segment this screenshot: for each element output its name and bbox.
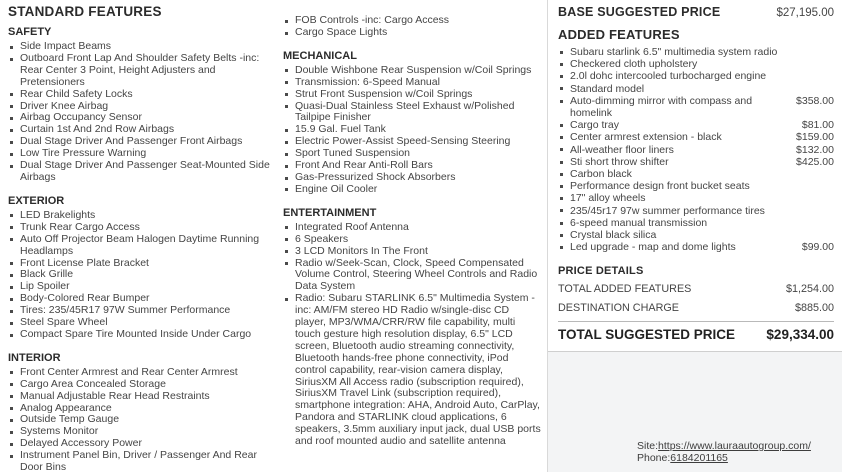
feature-item: Radio w/Seek-Scan, Clock, Speed Compensated Volume Control, Steering Wheel Controls and Radio Data System [283, 258, 541, 294]
feature-item: Electric Power-Assist Speed-Sensing Steering [283, 136, 541, 148]
feature-item: Dual Stage Driver And Passenger Front Airbags [8, 136, 274, 148]
price-detail-value: $1,254.00 [785, 283, 834, 296]
feature-list [8, 41, 274, 184]
added-features-heading: ADDED FEATURES [558, 27, 680, 42]
added-feature-price: $132.00 [796, 143, 834, 156]
added-feature-label: 235/45r17 97w summer performance tires [570, 204, 765, 217]
added-feature-item [558, 70, 834, 82]
base-price-row [558, 5, 834, 19]
sections-container-left [8, 26, 274, 472]
added-feature-item [558, 192, 834, 204]
feature-item: Radio: Subaru STARLINK 6.5" Multimedia System -inc: AM/FM stereo HD Radio w/single-disc CD player, MP3/WMA/CRR/RW file capability, multi touch gesture high resolution display, 6.5" LCD screen, Bluetooth audio streaming connectivity, Bluetooth hands-free phone connectivity, iPod control capability, rear-vision camera display, SiriusXM All Access radio (subscription required), SiriusXM Travel Link (subscription required), smartphone integration: AHA, Android Auto, CarPlay, Pandora and STARLINK cloud applications, 6 speakers, 3.5mm auxiliary input jack, dual USB ports and roof mounted audio and satellite antenna [283, 293, 541, 448]
feature-section [283, 50, 541, 196]
feature-list [8, 210, 274, 341]
added-feature-label: Performance design front bucket seats [570, 180, 750, 193]
feature-item: Trunk Rear Cargo Access [8, 222, 274, 234]
added-feature-label: Standard model [570, 82, 645, 95]
feature-item: Sport Tuned Suspension [283, 148, 541, 160]
feature-item: LED Brakelights [8, 210, 274, 222]
dealer-phone-line [637, 452, 811, 464]
feature-item: Strut Front Suspension w/Coil Springs [283, 89, 541, 101]
dealer-phone-link[interactable]: 6184201165 [670, 452, 728, 464]
pricing-panel [547, 0, 842, 472]
feature-item: 15.9 Gal. Fuel Tank [283, 124, 541, 136]
feature-item: Tires: 235/45R17 97W Summer Performance [8, 305, 274, 317]
feature-item: Double Wishbone Rear Suspension w/Coil Springs [283, 65, 541, 77]
feature-item: Driver Knee Airbag [8, 101, 274, 113]
site-label: Site: [637, 440, 659, 452]
section-heading: MECHANICAL [283, 49, 357, 62]
added-feature-label: Crystal black silica [570, 229, 657, 242]
feature-item: Side Impact Beams [8, 41, 274, 53]
price-detail-row [558, 302, 834, 314]
feature-item: 3 LCD Monitors In The Front [283, 246, 541, 258]
feature-item: Gas-Pressurized Shock Absorbers [283, 172, 541, 184]
feature-item: Cargo Space Lights [283, 27, 541, 39]
standard-features-column-1 [8, 0, 274, 472]
feature-item: Analog Appearance [8, 403, 274, 415]
feature-section [8, 26, 274, 184]
added-feature-price: $81.00 [801, 119, 834, 132]
added-feature-item [558, 217, 834, 229]
feature-item: Low Tire Pressure Warning [8, 148, 274, 160]
added-feature-price: $159.00 [796, 131, 834, 144]
feature-item: Black Grille [8, 269, 274, 281]
price-box [548, 0, 842, 352]
feature-list [283, 65, 541, 196]
dealer-contact [637, 440, 811, 464]
feature-item: Lip Spoiler [8, 281, 274, 293]
feature-list [283, 222, 541, 448]
dealer-site-link[interactable]: https://www.lauraautogroup.com/ [658, 440, 811, 452]
standard-features-title: STANDARD FEATURES [8, 4, 162, 19]
added-feature-item [558, 205, 834, 217]
added-feature-label: 6-speed manual transmission [570, 216, 708, 229]
added-feature-price: $99.00 [801, 241, 834, 254]
section-heading: INTERIOR [8, 351, 61, 364]
total-price-value: $29,334.00 [766, 327, 834, 343]
feature-item: Dual Stage Driver And Passenger Seat-Mounted Side Airbags [8, 160, 274, 184]
feature-item: Outboard Front Lap And Shoulder Safety Belts -inc: Rear Center 3 Point, Height Adjusters and Pretensioners [8, 53, 274, 89]
feature-section [8, 195, 274, 341]
feature-item: Instrument Panel Bin, Driver / Passenger And Rear Door Bins [8, 450, 274, 472]
added-feature-item [558, 168, 834, 180]
feature-item: Compact Spare Tire Mounted Inside Under Cargo [8, 329, 274, 341]
section-heading: SAFETY [8, 26, 52, 38]
feature-item: Front And Rear Anti-Roll Bars [283, 160, 541, 172]
added-feature-item [558, 241, 834, 253]
feature-item: Front License Plate Bracket [8, 258, 274, 270]
added-feature-label: Checkered cloth upholstery [570, 58, 698, 71]
feature-item: Manual Adjustable Rear Head Restraints [8, 391, 274, 403]
added-feature-label: 17" alloy wheels [570, 192, 646, 205]
added-feature-price: $425.00 [796, 155, 834, 168]
added-feature-label: All-weather floor liners [570, 143, 674, 156]
feature-item: Airbag Occupancy Sensor [8, 112, 274, 124]
feature-list [283, 15, 541, 39]
standard-features-column-2 [283, 0, 541, 448]
feature-item: 6 Speakers [283, 234, 541, 246]
added-feature-item [558, 83, 834, 95]
added-feature-item [558, 95, 834, 119]
added-feature-item [558, 229, 834, 241]
price-detail-label: TOTAL ADDED FEATURES [558, 283, 692, 296]
base-price-value: $27,195.00 [776, 7, 834, 19]
feature-item: FOB Controls -inc: Cargo Access [283, 15, 541, 27]
feature-item: Rear Child Safety Locks [8, 89, 274, 101]
feature-item: Cargo Area Concealed Storage [8, 379, 274, 391]
added-feature-item [558, 144, 834, 156]
feature-item: Outside Temp Gauge [8, 414, 274, 426]
feature-item: Front Center Armrest and Rear Center Armrest [8, 367, 274, 379]
feature-item: Transmission: 6-Speed Manual [283, 77, 541, 89]
feature-item: Engine Oil Cooler [283, 184, 541, 196]
feature-item: Quasi-Dual Stainless Steel Exhaust w/Polished Tailpipe Finisher [283, 101, 541, 125]
section-heading: ENTERTAINMENT [283, 206, 377, 219]
added-feature-price: $358.00 [796, 94, 834, 107]
added-features-list [558, 46, 834, 253]
added-feature-label: Led upgrade - map and dome lights [570, 241, 736, 254]
price-details-rows [558, 283, 834, 314]
feature-list [8, 367, 274, 472]
sections-container-middle [283, 15, 541, 448]
dealer-site-line [637, 440, 811, 452]
added-feature-item [558, 46, 834, 58]
added-feature-label: Cargo tray [570, 119, 620, 132]
feature-item: Curtain 1st And 2nd Row Airbags [8, 124, 274, 136]
added-feature-item [558, 180, 834, 192]
feature-section [8, 352, 274, 472]
feature-item: Integrated Roof Antenna [283, 222, 541, 234]
added-feature-item [558, 156, 834, 168]
added-feature-item [558, 131, 834, 143]
feature-item: Systems Monitor [8, 426, 274, 438]
added-feature-item [558, 119, 834, 131]
added-feature-label: Sti short throw shifter [570, 155, 669, 168]
added-feature-label: Carbon black [570, 168, 632, 181]
added-feature-label: Subaru starlink 6.5" multimedia system radio [570, 46, 778, 58]
section-heading: EXTERIOR [8, 194, 65, 207]
price-details-heading: PRICE DETAILS [558, 265, 644, 278]
base-price-label: BASE SUGGESTED PRICE [558, 5, 721, 19]
phone-label: Phone: [637, 452, 671, 464]
added-feature-item [558, 58, 834, 70]
added-feature-label: 2.0l dohc intercooled turbocharged engine [570, 70, 767, 83]
added-feature-label: Center armrest extension - black [570, 131, 722, 144]
total-suggested-price-row [558, 321, 834, 342]
price-detail-label: DESTINATION CHARGE [558, 302, 679, 315]
feature-item: Steel Spare Wheel [8, 317, 274, 329]
feature-section [283, 207, 541, 448]
price-detail-value: $885.00 [794, 302, 834, 315]
total-price-label: TOTAL SUGGESTED PRICE [558, 327, 736, 343]
added-feature-label: Auto-dimming mirror with compass and homelink [570, 94, 753, 120]
feature-item: Delayed Accessory Power [8, 438, 274, 450]
feature-section [283, 15, 541, 39]
feature-item: Auto Off Projector Beam Halogen Daytime Running Headlamps [8, 234, 274, 258]
price-detail-row [558, 283, 834, 295]
feature-item: Body-Colored Rear Bumper [8, 293, 274, 305]
